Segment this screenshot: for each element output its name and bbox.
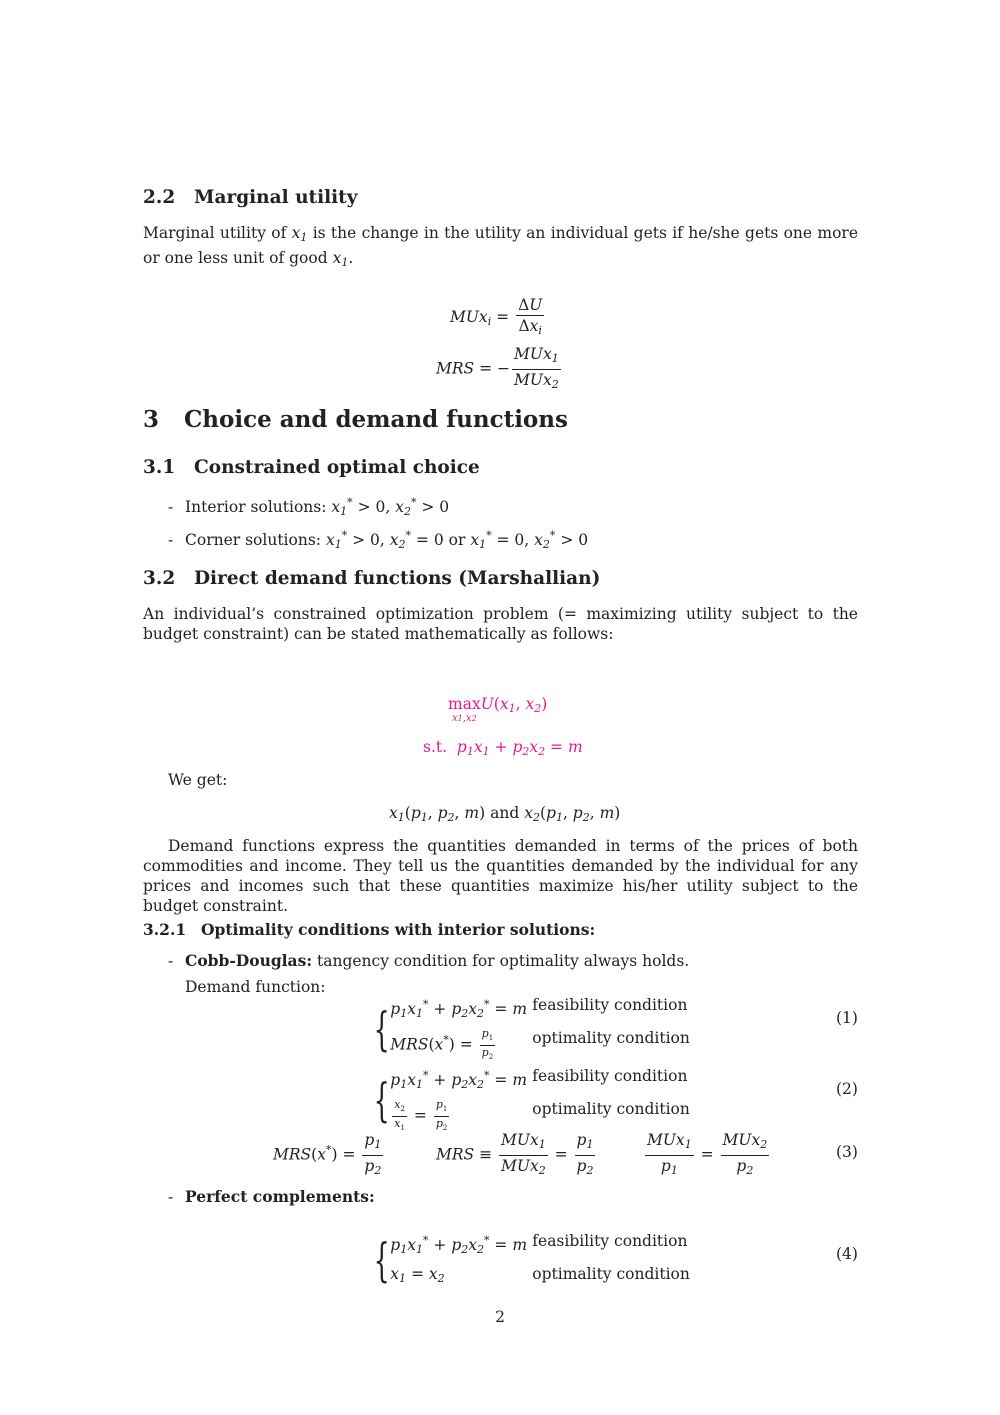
demand-functions-description: Demand functions express the quantities demanded in terms of the prices of both commodities and income. They tell us the quantities demanded by the individual for any prices and incomes such that these quantities maximize his/her utility subject to the budget constraint. — [143, 837, 858, 915]
optimality-label: optimality condition — [532, 1029, 690, 1047]
bullet-interior-solutions: - Interior solutions: $x_1^* > 0$, $x_2^* > 0$ — [168, 496, 450, 518]
bullet-perfect-complements: - Perfect complements: — [168, 1187, 375, 1206]
equation-number-3: (3) — [836, 1143, 858, 1161]
section-heading-3-2-1: 3.2.1 Optimality conditions with interior solutions: — [143, 920, 596, 939]
marginal-utility-definition: Marginal utility of $x_1$ is the change in the utility an individual gets if he/she gets one more or one less unit of good $x_1$. — [143, 224, 858, 269]
equation-mrs-identity: MRS ≡ $\frac{MUx_1}{MUx_2}$ = $\frac{p_1}{p_2}$ — [436, 1131, 594, 1177]
equation-mrs: MRS = − $\frac{MUx_1}{MUx_2}$ — [436, 345, 559, 391]
optimization-problem-intro: An individual’s constrained optimization problem (= maximizing utility subject to the budget constraint) can be stated mathematically as follows: — [143, 605, 858, 643]
equation-mrs-price-ratio: MRS(x*) = $\frac{p_1}{p_2}$ — [273, 1131, 382, 1177]
section-heading-3: 3 Choice and demand functions — [143, 406, 568, 433]
demand-function-label: Demand function: — [185, 978, 326, 996]
equation-number-2: (2) — [836, 1080, 858, 1098]
feasibility-label: feasibility condition — [532, 996, 688, 1014]
equation-mu: MUx$_i$ = $\frac{\Delta U}{\Delta x_i}$ — [450, 296, 543, 337]
equation-maximize: max x1,x2 $U(x_1$, $x_2$) — [448, 695, 548, 724]
we-get-text: We get: — [168, 771, 228, 789]
equation-equal-marginal-utility-per-dollar: $\frac{MUx_1}{p_1}$ = $\frac{MUx_2}{p_2}$ — [647, 1131, 768, 1177]
equation-budget-constraint: s.t. $p_1x_1 + p_2x_2 = m$ — [423, 738, 583, 758]
equation-number-1: (1) — [836, 1009, 858, 1027]
section-heading-3-1: 3.1 Constrained optimal choice — [143, 457, 480, 478]
equation-system-1: { $p_1x_1^* + p_2x_2^* = m$ feasibility condition MRS(x*) = $\frac{p_1}{p_2}$ optimality condition — [367, 995, 712, 1063]
equation-demand-functions: $x_1(p_1$, $p_2$, m) and $x_2(p_1$, $p_2$, m) — [389, 804, 621, 824]
bullet-corner-solutions: - Corner solutions: $x_1^* > 0$, $x_2^* = 0$ or $x_1^* = 0$, $x_2^* > 0$ — [168, 529, 589, 551]
section-heading-3-2: 3.2 Direct demand functions (Marshallian) — [143, 568, 601, 589]
optimality-label: optimality condition — [532, 1265, 690, 1283]
feasibility-label: feasibility condition — [532, 1067, 688, 1085]
feasibility-label: feasibility condition — [532, 1232, 688, 1250]
bullet-cobb-douglas: - Cobb-Douglas: tangency condition for optimality always holds. — [168, 951, 690, 970]
page-number: 2 — [495, 1308, 505, 1326]
section-heading-2-2: 2.2 Marginal utility — [143, 187, 358, 208]
optimality-label: optimality condition — [532, 1100, 690, 1118]
equation-system-2: { $p_1x_1^* + p_2x_2^* = m$ feasibility condition $\frac{x_2}{x_1}$ = $\frac{p_1}{p_2}$ optimality condition — [367, 1066, 712, 1134]
equation-system-4: { $p_1x_1^* + p_2x_2^* = m$ feasibility condition $x_1 = x_2$ optimality condition — [367, 1231, 712, 1289]
equation-number-4: (4) — [836, 1245, 858, 1263]
